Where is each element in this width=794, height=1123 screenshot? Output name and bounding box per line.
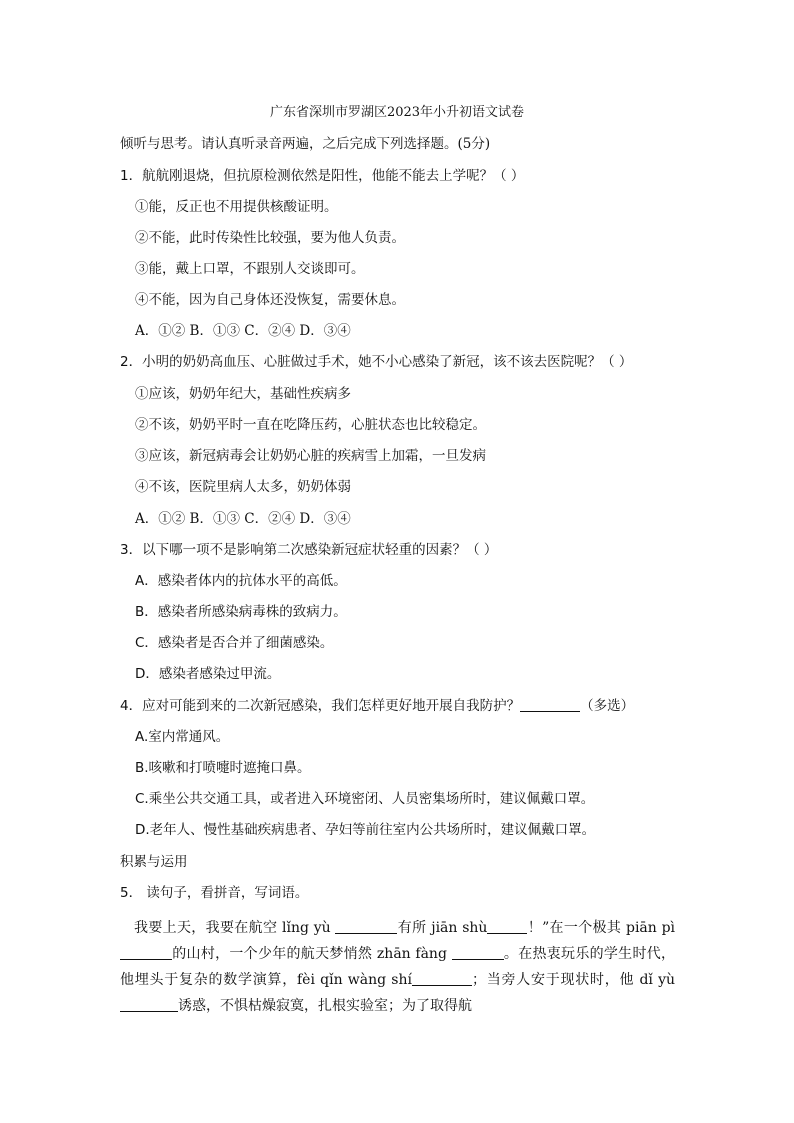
passage-text: 。在热衷玩乐的学生时代，他埋头于复杂的数学演算， [120,946,676,988]
pinyin-lingyu: lǐng yù [282,920,331,936]
question-5-stem: 5． 读句子，看拼音，写词语。 [120,885,309,901]
question-2-option-4: ④不该，医院里病人太多，奶奶体弱 [135,479,351,495]
question-4-option-b: B.咳嗽和打喷嚏时遮掩口鼻。 [135,760,311,776]
answer-blank[interactable] [335,919,397,934]
question-1-option-1: ①能，反正也不用提供核酸证明。 [135,199,338,215]
question-4-option-a: A.室内常通风。 [135,729,230,745]
passage-text: 的山村，一个少年的航天梦悄然 [172,946,377,962]
answer-blank[interactable] [120,945,172,960]
question-1-option-3: ③能，戴上口罩，不跟别人交谈即可。 [135,261,365,277]
question-2-stem: 2．小明的奶奶高血压、心脏做过手术，她不小心感染了新冠，该不该去医院呢？（ ） [120,354,633,370]
pinyin-feiqinwangshi: fèi qǐn wàng shí [297,972,412,988]
question-4-stem [120,696,634,716]
question-1-choices: A．①② B．①③ C．②④ D．③④ [135,323,351,339]
question-5-passage [120,915,675,1019]
passage-text: 我要上天，我要在航空 [134,920,283,936]
question-3-option-d: D．感染者感染过甲流。 [135,666,281,682]
question-3-stem: 3．以下哪一项不是影响第二次感染新冠症状轻重的因素？（ ） [120,542,498,558]
question-4-option-c: C.乘坐公共交通工具，或者进入环境密闭、人员密集场所时，建议佩戴口罩。 [135,791,595,807]
answer-blank[interactable] [520,697,580,712]
question-1-option-4: ④不能，因为自己身体还没恢复，需要休息。 [135,292,405,308]
question-2-option-3: ③应该，新冠病毒会让奶奶心脏的疾病雪上加霜，一旦发病 [135,448,486,464]
passage-text: 有所 [397,920,432,936]
pinyin-zhanfang: zhān fàng [376,946,447,962]
question-2-option-2: ②不该，奶奶平时一直在吃降压药，心脏状态也比较稳定。 [135,417,486,433]
section-header-listening: 倾听与思考。请认真听录音两遍，之后完成下列选择题。(5分) [120,136,491,152]
passage-text: ；当旁人安于现状时，他 [472,972,640,988]
pinyin-pianpi: piān pì [625,920,676,936]
question-3-option-c: C．感染者是否合并了细菌感染。 [135,635,334,651]
question-2-choices: A．①② B．①③ C．②④ D．③④ [135,511,351,527]
question-3-option-a: A．感染者体内的抗体水平的高低。 [135,573,347,589]
question-1-option-2: ②不能，此时传染性比较强，要为他人负责。 [135,230,405,246]
question-4-option-d: D.老年人、慢性基础疾病患者、孕妇等前往室内公共场所时，建议佩戴口罩。 [135,822,596,838]
answer-blank[interactable] [120,997,178,1012]
answer-blank[interactable] [412,971,472,986]
pinyin-diyu: dǐ yù [639,972,676,988]
passage-text: 诱惑，不惧枯燥寂寞，扎根实验室；为了取得航 [178,998,472,1014]
question-4-stem-text: 4．应对可能到来的二次新冠感染，我们怎样更好地开展自我防护？ [120,698,521,714]
section-header-accumulation: 积累与运用 [120,854,188,870]
question-2-option-1: ①应该，奶奶年纪大，基础性疾病多 [135,386,351,402]
answer-blank[interactable] [452,945,504,960]
question-1-stem: 1．航航刚退烧，但抗原检测依然是阳性，他能不能去上学呢？（ ） [120,168,525,184]
page-title: 广东省深圳市罗湖区2023年小升初语文试卷 [269,105,525,120]
pinyin-jianshu: jiān shù [431,920,488,936]
passage-text: ！”在一个极其 [527,920,626,936]
question-4-multi-select-note: （多选） [580,698,635,714]
question-3-option-b: B．感染者所感染病毒株的致病力。 [135,604,347,620]
answer-blank[interactable] [487,919,527,934]
